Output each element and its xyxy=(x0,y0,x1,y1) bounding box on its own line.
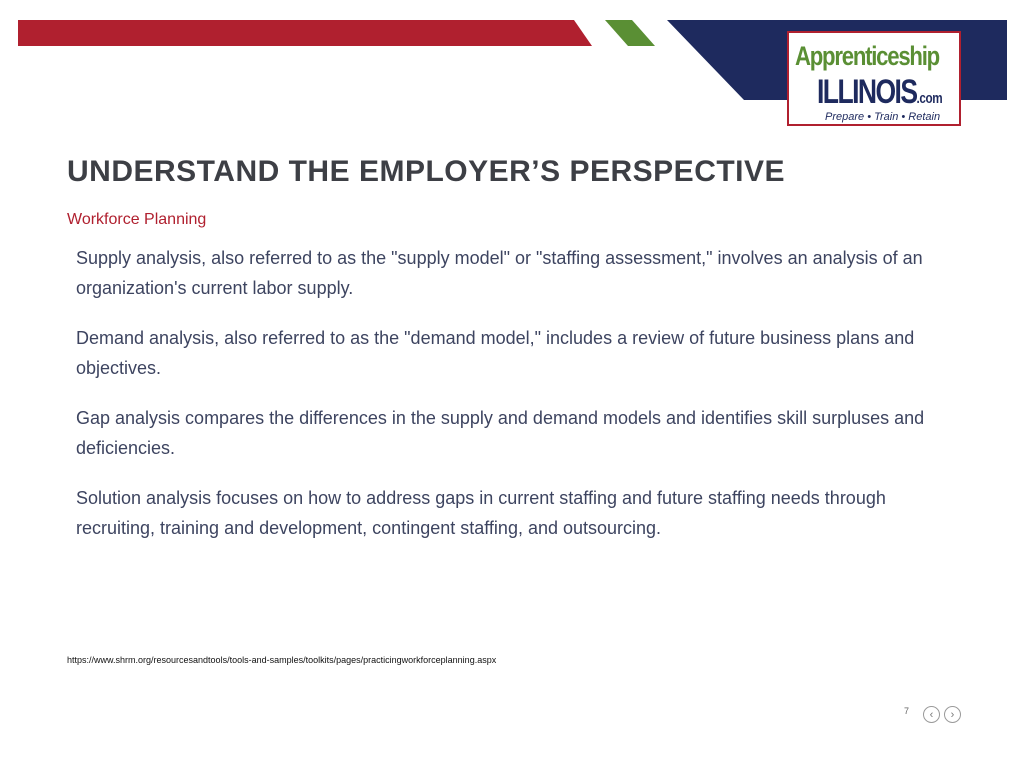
chevron-right-icon: › xyxy=(950,708,955,721)
demand-analysis-paragraph: Demand analysis, also referred to as the "demand model," includes a review of future business plans and objectives. xyxy=(76,328,915,378)
slide-body xyxy=(76,243,956,563)
logo-tagline: Prepare • Train • Retain xyxy=(825,111,941,123)
source-link[interactable]: https://www.shrm.org/resourcesandtools/tools-and-samples/toolkits/pages/practicingworkforceplanning.aspx xyxy=(67,655,497,665)
supply-analysis-paragraph: Supply analysis, also referred to as the "supply model" or "staffing assessment," involves an analysis of an organization's current labor supply. xyxy=(76,248,923,298)
slide-subtitle: Workforce Planning xyxy=(67,211,207,228)
logo-line2 xyxy=(817,73,942,112)
solution-analysis-paragraph: Solution analysis focuses on how to address gaps in current staffing and future staffing needs through recruiting, training and development, contingent staffing, and outsourcing. xyxy=(76,488,886,538)
banner-red-stripe xyxy=(18,20,592,46)
banner-green-stripe xyxy=(605,20,655,46)
slide-title: UNDERSTAND THE EMPLOYER’S PERSPECTIVE xyxy=(67,155,786,188)
logo-state: ILLINOIS xyxy=(817,73,917,111)
page-number: 7 xyxy=(904,706,910,716)
gap-analysis-paragraph: Gap analysis compares the differences in the supply and demand models and identifies skill surpluses and deficiencies. xyxy=(76,408,925,458)
chevron-left-icon: ‹ xyxy=(929,708,934,721)
logo-line1: Apprenticeship xyxy=(795,41,939,71)
next-slide-button[interactable] xyxy=(944,706,961,723)
apprenticeship-illinois-logo xyxy=(787,31,961,126)
previous-slide-button[interactable] xyxy=(923,706,940,723)
logo-domain: .com xyxy=(916,90,943,107)
